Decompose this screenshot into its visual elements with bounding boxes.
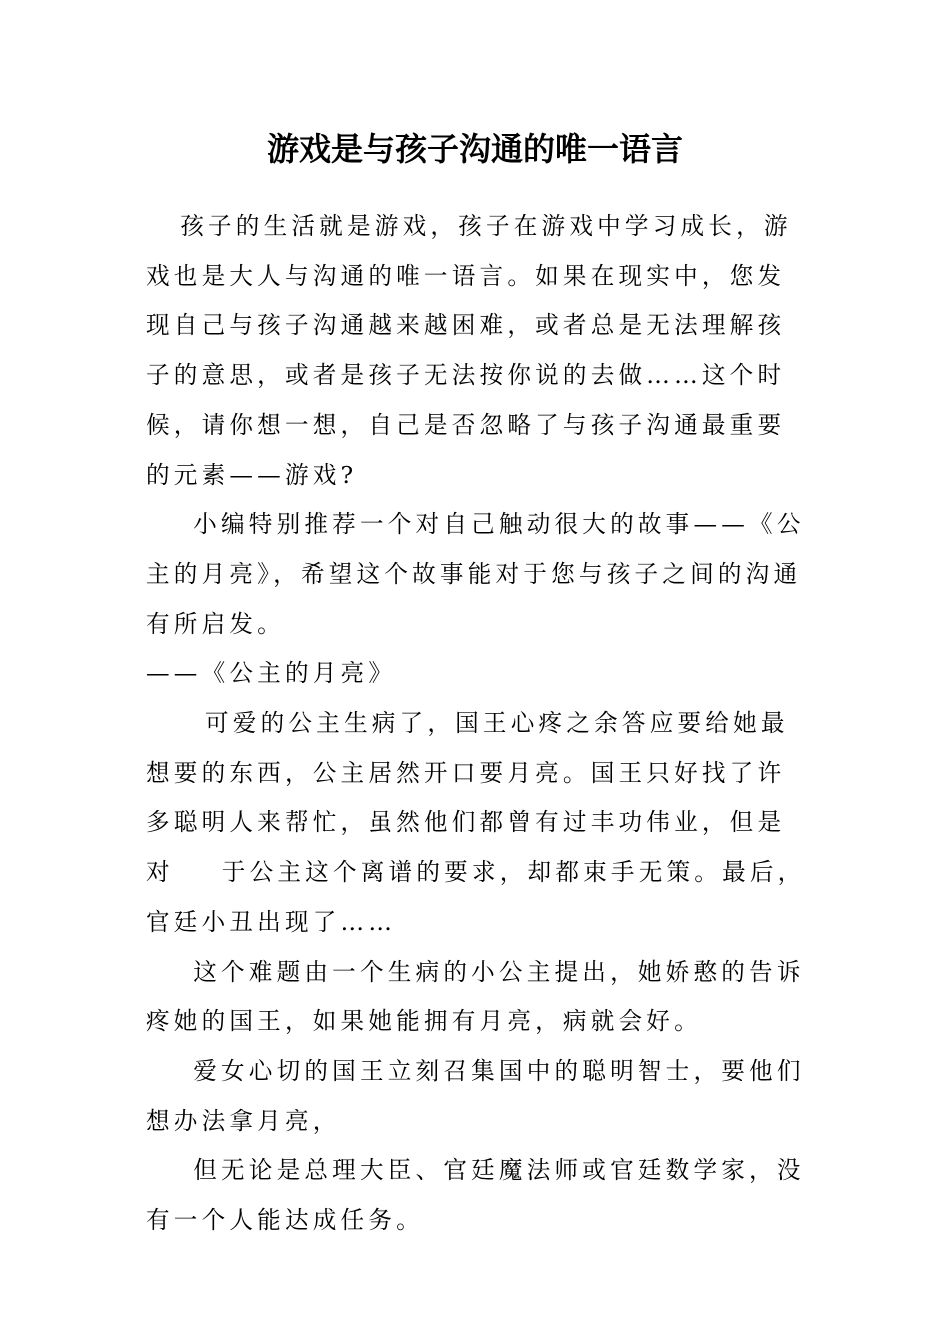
story-start-part-2: 于公主这个离谱的要求，却都束手无策。最后，官廷小丑出现了……: [146, 858, 806, 936]
document-body: [146, 202, 806, 1246]
paragraph-intro: 孩子的生活就是游戏，孩子在游戏中学习成长，游戏也是大人与沟通的唯一语言。如果在现实中，您发现自己与孩子沟通越来越困难，或者总是无法理解孩子的意思，或者是孩子无法按你说的去做……这个时候，请你想一想，自己是否忽略了与孩子沟通最重要的元素——游戏?: [146, 212, 792, 489]
story-start-part-1: 可爱的公主生病了，国王心疼之余答应要给她最想要的东西，公主居然开口要月亮。国王只好找了许多聪明人来帮忙，虽然他们都曾有过丰功伟业，但是对: [146, 709, 789, 887]
paragraph-recommendation: 小编特别推荐一个对自己触动很大的故事——《公主的月亮》，希望这个故事能对于您与孩子之间的沟通有所启发。: [146, 510, 805, 638]
paragraph-king: 爱女心切的国王立刻召集国中的聪明智士，要他们想办法拿月亮，: [146, 1056, 805, 1135]
paragraph-failure: 但无论是总理大臣、官廷魔法师或官廷数学家，没有一个人能达成任务。: [146, 1156, 805, 1235]
story-heading: ——《公主的月亮》: [146, 659, 397, 688]
paragraph-problem: 这个难题由一个生病的小公主提出，她娇憨的告诉疼她的国王，如果她能拥有月亮，病就会好。: [146, 957, 805, 1036]
paragraph-story-start: [146, 699, 806, 948]
document-title: 游戏是与孩子沟通的唯一语言: [266, 130, 683, 168]
